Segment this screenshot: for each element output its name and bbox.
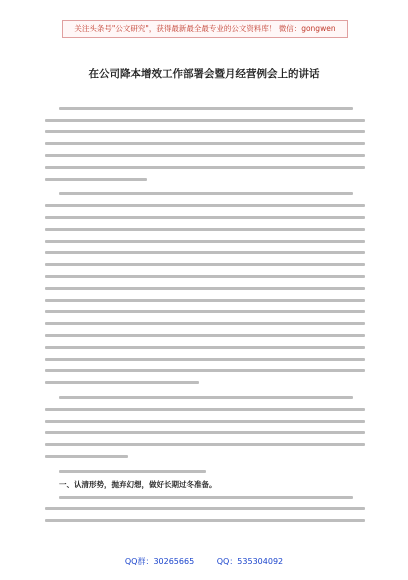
text-line [45, 392, 365, 403]
text-line [45, 174, 365, 185]
text-line [45, 138, 365, 149]
text-line [45, 377, 365, 388]
promo-banner: 关注头条号"公文研究"，获得最新最全最专业的公文资料库！ 微信：gongwen [62, 20, 348, 38]
text-line [45, 212, 365, 223]
text-line [45, 492, 365, 503]
text-line [45, 103, 365, 114]
text-line [45, 200, 365, 211]
text-line [45, 451, 365, 462]
text-line [45, 189, 365, 200]
text-line [45, 127, 365, 138]
qq-text: QQ：535304092 [216, 557, 284, 566]
text-line [45, 115, 365, 126]
document-body [45, 103, 365, 531]
text-line [45, 354, 365, 365]
text-line [45, 295, 365, 306]
contact-footer [0, 556, 408, 567]
text-line [45, 248, 365, 259]
text-line [45, 150, 365, 161]
text-line [45, 236, 365, 247]
text-line [45, 283, 365, 294]
qq-group-text: QQ群：30265665 [124, 557, 195, 566]
text-line [45, 416, 365, 427]
text-line [45, 162, 365, 173]
text-line [45, 515, 365, 526]
text-line [45, 504, 365, 515]
text-line [45, 224, 365, 235]
text-line [45, 404, 365, 415]
text-line [45, 307, 365, 318]
section-heading: 一、认清形势，抛弃幻想，做好长期过冬准备。 [59, 479, 217, 489]
text-line [45, 342, 365, 353]
text-line [45, 366, 365, 377]
text-line [45, 428, 365, 439]
text-line [45, 527, 365, 531]
text-line [45, 466, 365, 477]
document-title: 在公司降本增效工作部署会暨月经营例会上的讲话 [88, 68, 320, 80]
text-line [45, 318, 365, 329]
text-line [45, 259, 365, 270]
text-line [45, 271, 365, 282]
text-line [45, 330, 365, 341]
text-line [45, 439, 365, 450]
